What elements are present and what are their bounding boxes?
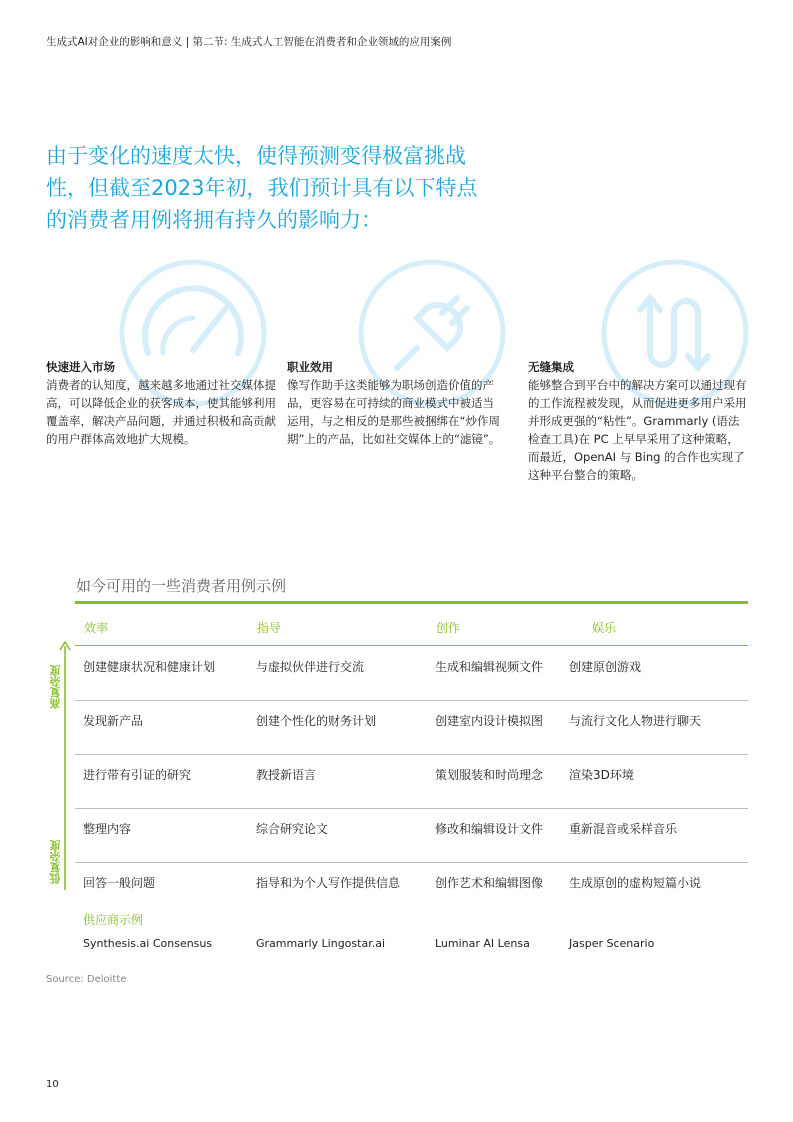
column-header-efficiency: 效率 (84, 621, 109, 635)
feature-body: 消费者的认知度，越来越多地通过社交媒体提高，可以降低企业的获客成本，使其能够利用覆盖率，解决产品问题，并通过积极和高贡献的用户群体高效地扩大规模。 (46, 378, 276, 446)
table-cell: 综合研究论文 (256, 822, 329, 836)
table-cell: 与流行文化人物进行聊天 (569, 714, 702, 728)
row-divider (75, 862, 748, 863)
column-header-creation: 创作 (436, 621, 461, 635)
table-cell: 教授新语言 (256, 768, 317, 782)
header-divider (75, 645, 748, 646)
table-cell: 策划服装和时尚理念 (435, 768, 544, 782)
axis-label-high: 高复杂度 (49, 665, 62, 709)
table-cell: 创建原创游戏 (569, 660, 642, 674)
table-cell: 整理内容 (83, 822, 132, 836)
source-note: Source: Deloitte (46, 974, 127, 985)
feature-title: 职业效用 (287, 360, 333, 374)
table-cell: 与虚拟伙伴进行交流 (256, 660, 365, 674)
page-number: 10 (46, 1079, 59, 1090)
column-header-guidance: 指导 (257, 621, 282, 635)
vendor-examples: Jasper Scenario (569, 937, 655, 950)
running-header: 生成式AI对企业的影响和意义 | 第二节: 生成式人工智能在消费者和企业领域的应用案例 (46, 36, 452, 48)
column-header-entertainment: 娱乐 (592, 621, 617, 635)
table-cell: 生成原创的虚构短篇小说 (569, 876, 702, 890)
table-cell: 生成和编辑视频文件 (435, 660, 544, 674)
table-cell: 重新混音或采样音乐 (569, 822, 678, 836)
vendor-examples: Luminar AI Lensa (435, 937, 530, 950)
table-top-rule (75, 601, 748, 604)
feature-professional-utility (287, 358, 502, 448)
table-cell: 回答一般问题 (83, 876, 156, 890)
row-divider (75, 754, 748, 755)
table-cell: 进行带有引证的研究 (83, 768, 192, 782)
row-divider (75, 808, 748, 809)
table-cell: 创作艺术和编辑图像 (435, 876, 544, 890)
vendor-examples: Synthesis.ai Consensus (83, 937, 213, 950)
table-cell: 修改和编辑设计文件 (435, 822, 544, 836)
table-title: 如今可用的一些消费者用例示例 (76, 577, 287, 595)
feature-title: 快速进入市场 (46, 360, 115, 374)
table-cell: 指导和为个人写作提供信息 (256, 876, 401, 890)
table-cell: 发现新产品 (83, 714, 144, 728)
table-cell: 渲染3D环境 (569, 768, 634, 782)
headline: 由于变化的速度太快，使得预测变得极富挑战性，但截至2023年初，我们预计具有以下特点的消费者用例将拥有持久的影响力： (46, 144, 478, 232)
feature-body: 能够整合到平台中的解决方案可以通过现有的工作流程被发现，从而促进更多用户采用并形成更强的“粘性”。Grammarly (语法检查工具)在 PC 上早早采用了这种策略，而最近，OpenAI 与 Bing 的合作也实现了这种平台整合的策略。 (528, 378, 747, 482)
row-divider (75, 700, 748, 701)
table-cell: 创建健康状况和健康计划 (83, 660, 216, 674)
table-cell: 创建室内设计模拟图 (435, 714, 544, 728)
vendor-examples: Grammarly Lingostar.ai (256, 937, 386, 950)
feature-seamless-integration (528, 358, 748, 484)
vendor-label: 供应商示例 (83, 913, 144, 927)
feature-title: 无缝集成 (528, 360, 574, 374)
feature-body: 像写作助手这类能够为职场创造价值的产品，更容易在可持续的商业模式中被适当运用，与之相反的是那些被捆绑在“炒作周期”上的产品，比如社交媒体上的“滤镜”。 (287, 378, 501, 446)
feature-speed-to-market (46, 358, 276, 448)
axis-label-low: 低复杂度 (49, 840, 62, 884)
table-cell: 创建个性化的财务计划 (256, 714, 377, 728)
